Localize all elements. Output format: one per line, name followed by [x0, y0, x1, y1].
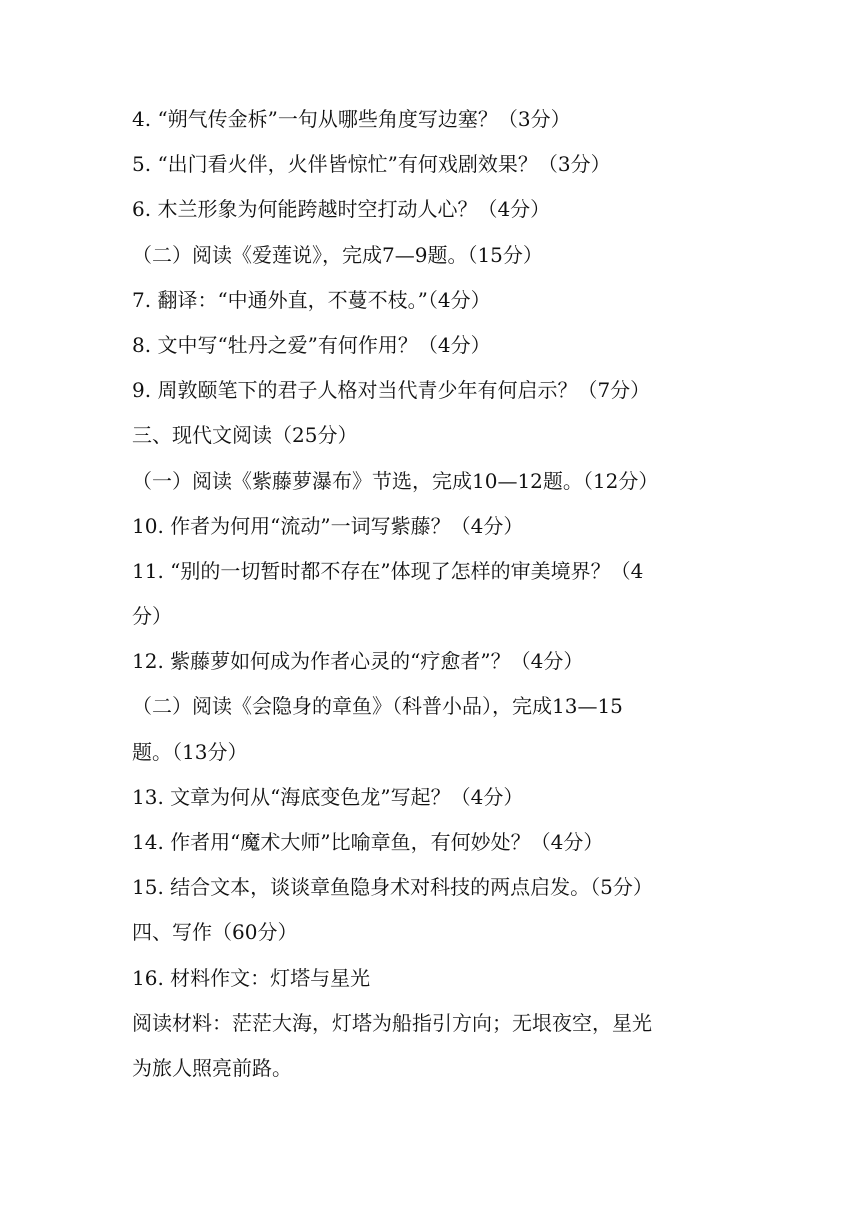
question-5: 5. “出门看火伴，火伴皆惊忙”有何戏剧效果？（3分）: [132, 152, 611, 177]
section-heading-octopus-continued: 题。（13分）: [132, 739, 248, 764]
question-13: 13. 文章为何从“海底变色龙”写起？（4分）: [132, 784, 524, 809]
question-15: 15. 结合文本，谈谈章鱼隐身术对科技的两点启发。（5分）: [132, 875, 653, 900]
document-body: [132, 101, 732, 1095]
question-14: 14. 作者用“魔术大师”比喻章鱼，有何妙处？（4分）: [132, 830, 604, 854]
part-heading-writing: 四、写作（60分）: [132, 920, 298, 945]
section-heading-ailianshuo: （二）阅读《爱莲说》，完成7—9题。（15分）: [132, 242, 543, 267]
part-heading-modern-reading: 三、现代文阅读（25分）: [132, 423, 358, 448]
question-12: 12. 紫藤萝如何成为作者心灵的“疗愈者”？（4分）: [132, 649, 584, 674]
question-8: 8. 文中写“牡丹之爱”有何作用？（4分）: [132, 332, 491, 357]
section-heading-octopus: （二）阅读《会隐身的章鱼》（科普小品），完成13—15: [132, 694, 623, 719]
question-9: 9. 周敦颐笔下的君子人格对当代青少年有何启示？（7分）: [132, 378, 651, 403]
question-6: 6. 木兰形象为何能跨越时空打动人心？（4分）: [132, 197, 551, 222]
question-16: 16. 材料作文：灯塔与星光: [132, 965, 371, 990]
question-11-continued: 分）: [132, 604, 172, 629]
question-10: 10. 作者为何用“流动”一词写紫藤？（4分）: [132, 513, 524, 538]
question-11: 11. “别的一切暂时都不存在”体现了怎样的审美境界？（4: [132, 558, 644, 583]
section-heading-zitengluo: （一）阅读《紫藤萝瀑布》节选，完成10—12题。（12分）: [132, 468, 659, 493]
writing-material: 阅读材料：茫茫大海，灯塔为船指引方向；无垠夜空，星光: [132, 1010, 652, 1035]
writing-material-continued: 为旅人照亮前路。: [132, 1055, 292, 1080]
question-4: 4. “朔气传金柝”一句从哪些角度写边塞？（3分）: [132, 107, 571, 131]
question-7: 7. 翻译：“中通外直，不蔓不枝。”（4分）: [132, 287, 491, 312]
